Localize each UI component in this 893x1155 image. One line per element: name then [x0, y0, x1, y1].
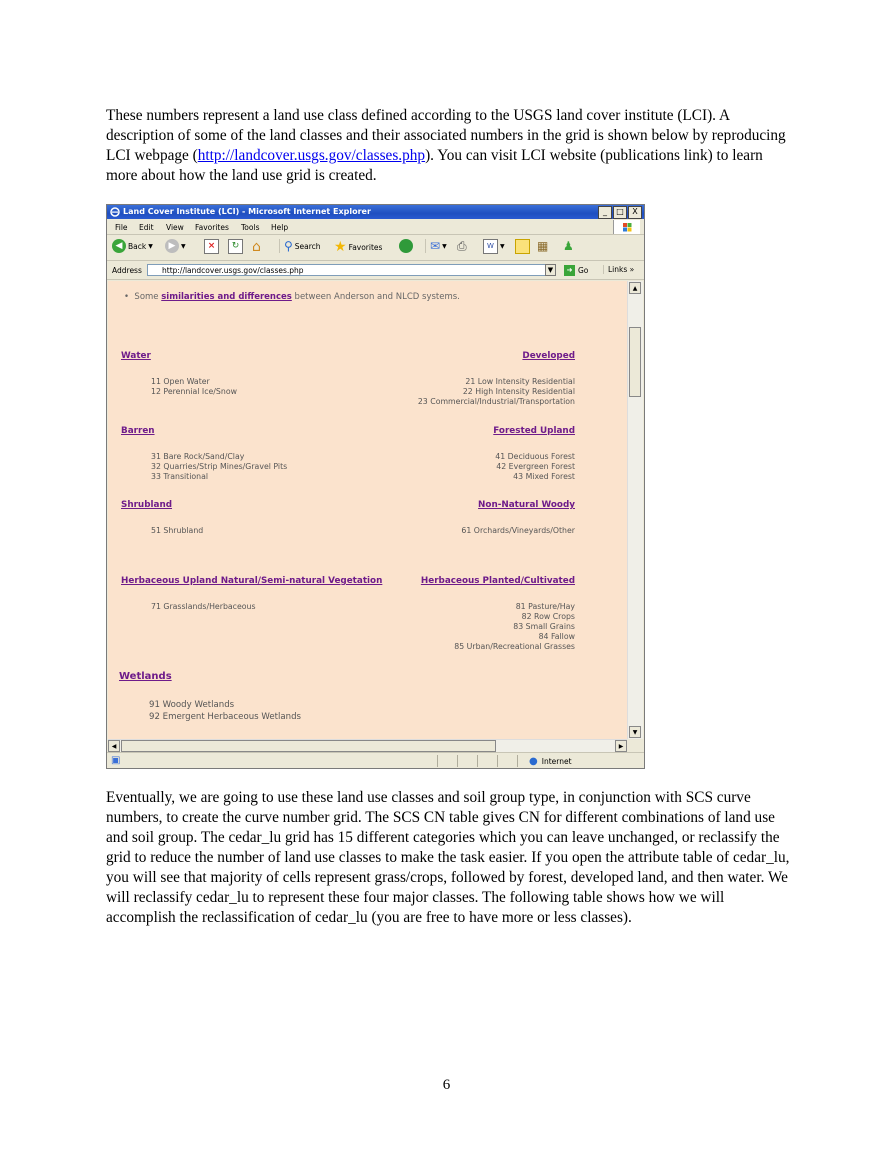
print-button[interactable]	[457, 239, 467, 254]
forward-arrow-icon: ▶	[165, 239, 179, 253]
mail-icon: ✉	[430, 239, 441, 253]
search-button[interactable]	[279, 239, 321, 253]
barren-items: 31 Bare Rock/Sand/Clay 32 Quarries/Strip Mines/Gravel Pits 33 Transitional	[151, 452, 288, 481]
status-divider	[477, 755, 478, 767]
edit-button[interactable]	[483, 239, 505, 254]
status-divider	[457, 755, 458, 767]
similarities-link[interactable]: similarities and differences	[161, 292, 292, 302]
status-bar	[107, 752, 644, 769]
non-natural-woody-link[interactable]: Non-Natural Woody	[478, 500, 575, 510]
research-button[interactable]	[537, 239, 548, 253]
search-label: Search	[294, 241, 321, 251]
wetlands-items: 91 Woody Wetlands 92 Emergent Herbaceous Wetlands	[149, 700, 302, 722]
herbaceous-natural-items: 71 Grasslands/Herbaceous	[151, 602, 256, 611]
address-label: Address	[112, 266, 142, 275]
shrubland-items: 51 Shrubland	[151, 526, 204, 535]
address-input[interactable]: http://landcover.usgs.gov/classes.php	[147, 264, 547, 276]
intro-paragraph	[106, 106, 796, 186]
chevron-down-icon: ▼	[148, 242, 153, 250]
menu-favorites[interactable]: Favorites	[195, 223, 229, 232]
zone-label: Internet	[541, 757, 572, 766]
menu-edit[interactable]: Edit	[139, 223, 154, 232]
history-button[interactable]	[399, 239, 413, 253]
intro-text-2: ). You can visit LCI website (publications link) to learn more about how the land use grid is created.	[106, 147, 763, 184]
favorites-star-icon: ★	[334, 239, 347, 255]
scroll-left-icon[interactable]: ◀	[108, 740, 120, 752]
back-label: Back	[128, 241, 147, 251]
scroll-thumb[interactable]	[629, 327, 641, 397]
menu-bar	[107, 220, 644, 235]
web-page-content	[108, 281, 627, 739]
stop-icon: ×	[204, 239, 219, 254]
research-icon: ▦	[537, 239, 549, 253]
forested-upland-link[interactable]: Forested Upland	[493, 426, 575, 436]
herbaceous-planted-items: 81 Pasture/Hay 82 Row Crops 83 Small Grains 84 Fallow 85 Urban/Recreational Grasses	[454, 602, 575, 651]
bullet-text-2: between Anderson and NLCD systems.	[291, 292, 460, 302]
status-divider	[437, 755, 438, 767]
search-icon: ⚲	[284, 239, 293, 253]
go-arrow-icon: ➜	[564, 265, 575, 276]
refresh-icon: ↻	[228, 239, 243, 254]
scroll-right-icon[interactable]: ▶	[615, 740, 627, 752]
close-button[interactable]: X	[628, 206, 642, 219]
vertical-scrollbar[interactable]	[627, 281, 643, 739]
title-bar	[107, 205, 644, 219]
go-button[interactable]	[564, 265, 588, 276]
status-divider	[497, 755, 498, 767]
globe-icon: ●	[529, 756, 538, 767]
menu-tools[interactable]: Tools	[241, 223, 260, 232]
lci-classes-link[interactable]: http://landcover.usgs.gov/classes.php	[197, 147, 426, 164]
bullet-text-1: Some	[134, 292, 162, 302]
messenger-button[interactable]	[563, 239, 574, 253]
chevron-right-icon: »	[629, 265, 635, 274]
body-paragraph: Eventually, we are going to use these land use classes and soil group type, in conjunction with SCS curve numbers, to create the curve number grid. The SCS CN table gives CN for different combinations of land use and soil group. The cedar_lu grid has 15 different categories which you can leave unchanged, or reclassify the grid to reduce the number of land use classes to make the task easier. If you open the attribute table of cedar_lu, you will see that majority of cells represent grass/crops, followed by forest, developed land, and then water. We will reclassify cedar_lu to represent these four major classes. The following table shows how we will accomplish the reclassification of cedar_lu (you are free to have more or less classes).	[106, 789, 790, 926]
shrubland-link[interactable]: Shrubland	[121, 500, 173, 510]
forested-upland-items: 41 Deciduous Forest 42 Evergreen Forest 43 Mixed Forest	[495, 452, 575, 481]
ie-logo-icon	[110, 207, 120, 217]
refresh-button[interactable]	[228, 239, 243, 254]
menu-help[interactable]: Help	[271, 223, 289, 232]
stop-button[interactable]	[204, 239, 219, 254]
chevron-down-icon: ▼	[547, 266, 554, 274]
favorites-label: Favorites	[348, 242, 383, 252]
developed-link[interactable]: Developed	[522, 351, 575, 361]
minimize-button[interactable]: _	[598, 206, 612, 219]
water-items: 11 Open Water 12 Perennial Ice/Snow	[151, 377, 237, 396]
links-label: Links	[608, 265, 628, 274]
home-button[interactable]	[252, 239, 261, 255]
home-icon: ⌂	[252, 239, 261, 255]
horizontal-scroll-thumb[interactable]	[121, 740, 496, 752]
links-button[interactable]	[603, 265, 634, 274]
messenger-icon: ♟	[563, 239, 574, 253]
bullet-item: • Some similarities and differences between Anderson and NLCD systems.	[124, 292, 460, 302]
status-divider	[517, 755, 518, 767]
scroll-down-icon[interactable]: ▼	[629, 726, 641, 738]
toolbar	[107, 235, 644, 261]
menu-file[interactable]: File	[115, 223, 128, 232]
chevron-down-icon: ▼	[500, 243, 505, 250]
chevron-down-icon: ▼	[442, 242, 447, 250]
window-controls	[598, 206, 642, 218]
print-icon: ⎙	[457, 239, 467, 253]
discuss-button[interactable]	[515, 239, 530, 254]
browser-screenshot	[106, 204, 645, 769]
page-number: 6	[442, 1077, 451, 1093]
note-icon	[515, 239, 530, 254]
word-icon: W	[483, 239, 498, 254]
herbaceous-natural-link[interactable]: Herbaceous Upland Natural/Semi-natural Vegetation	[121, 576, 383, 586]
developed-items: 21 Low Intensity Residential 22 High Intensity Residential 23 Commercial/Industrial/Transportation	[417, 377, 575, 406]
history-icon	[399, 239, 413, 253]
herbaceous-planted-link[interactable]: Herbaceous Planted/Cultivated	[420, 576, 575, 586]
go-label: Go	[578, 266, 589, 275]
intro-text-1: These numbers represent a land use class defined according to the USGS land cover institute (LCI). A description of some of the land classes and their associated numbers in the grid is shown below by reproducing LCI webpage (	[106, 107, 786, 164]
barren-link[interactable]: Barren	[121, 426, 155, 436]
mail-button[interactable]	[425, 239, 447, 253]
non-natural-woody-items: 61 Orchards/Vineyards/Other	[461, 526, 575, 535]
back-arrow-icon: ◀	[112, 239, 126, 253]
wetlands-link[interactable]: Wetlands	[119, 671, 172, 682]
security-zone	[529, 756, 572, 767]
forward-button[interactable]	[165, 239, 186, 253]
window-title: Land Cover Institute (LCI) - Microsoft Internet Explorer	[123, 207, 371, 216]
back-button[interactable]	[112, 239, 153, 253]
maximize-button[interactable]: □	[613, 206, 627, 219]
menu-view[interactable]: View	[166, 223, 184, 232]
page-icon: ▣	[111, 755, 121, 766]
windows-flag-icon	[613, 220, 640, 234]
water-link[interactable]: Water	[121, 351, 151, 361]
address-dropdown-button[interactable]	[545, 264, 556, 276]
scroll-up-icon[interactable]: ▲	[629, 282, 641, 294]
favorites-button[interactable]	[334, 239, 382, 255]
horizontal-scrollbar[interactable]	[108, 739, 627, 752]
address-bar	[107, 262, 644, 280]
chevron-down-icon: ▼	[181, 242, 186, 250]
